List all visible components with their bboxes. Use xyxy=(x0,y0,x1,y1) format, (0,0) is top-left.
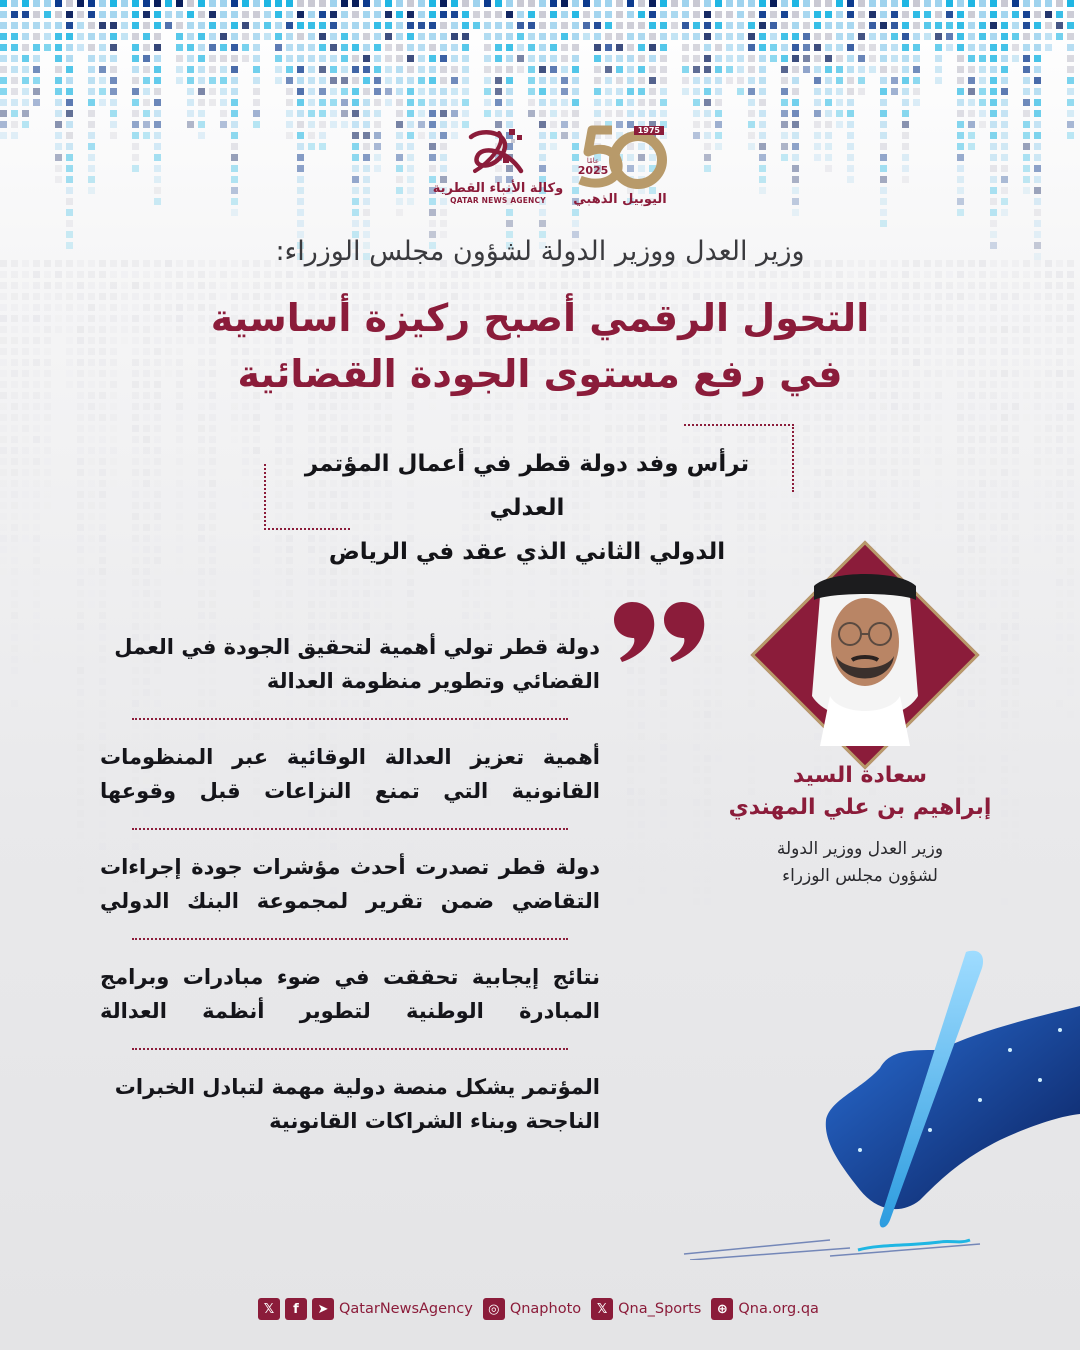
key-point-line: دولة قطر تولي أهمية لتحقيق الجودة في العمل xyxy=(114,635,600,659)
key-point xyxy=(100,1070,600,1138)
key-point-line: المؤتمر يشكل منصة دولية مهمة لتبادل الخبرات xyxy=(114,1075,600,1099)
social-footer xyxy=(258,1294,824,1324)
instagram-icon[interactable]: ◎ xyxy=(483,1298,505,1320)
jubilee-start-year: 1975 xyxy=(634,126,664,135)
key-point-line: أهمية تعزيز العدالة الوقائية عبر المنظومات xyxy=(100,745,600,769)
headline-line-1: التحول الرقمي أصبح ركيزة أساسية xyxy=(210,296,870,340)
jubilee-end-year: 2025 xyxy=(577,164,609,178)
full-name: إبراهيم بن علي المهندي xyxy=(728,795,992,820)
key-point-line: المبادرة الوطنية لتطوير أنظمة العدالة xyxy=(100,999,600,1023)
qna-name-arabic: وكالة الأنباء القطرية xyxy=(432,181,564,196)
dotted-divider xyxy=(132,938,568,940)
qna-emblem-icon xyxy=(463,123,533,179)
golden-jubilee-logo xyxy=(572,122,668,207)
globe-icon[interactable]: ⊕ xyxy=(711,1298,733,1320)
x-icon[interactable]: 𝕏 xyxy=(258,1298,280,1320)
social-handle-link[interactable]: Qna.org.qa xyxy=(738,1301,819,1317)
minister-name xyxy=(720,760,1000,824)
dotted-divider xyxy=(132,1048,568,1050)
jubilee-inner-text xyxy=(576,158,610,178)
telegram-icon[interactable]: ➤ xyxy=(312,1298,334,1320)
social-handle-link[interactable]: Qna_Sports xyxy=(618,1301,702,1317)
social-handle-link[interactable]: Qnaphoto xyxy=(509,1301,582,1317)
lede-line-2: الدولي الثاني الذي عقد في الرياض xyxy=(328,539,726,565)
title-line-1: وزير العدل ووزير الدولة xyxy=(776,839,944,859)
key-point-line: نتائج إيجابية تحققت في ضوء مبادرات وبرامج xyxy=(100,965,600,989)
jubilee-title: اليوبيل الذهبي xyxy=(573,191,667,207)
qna-name-english: QATAR NEWS AGENCY xyxy=(450,196,546,205)
lede-line-1: ترأس وفد دولة قطر في أعمال المؤتمر العدلي xyxy=(304,451,750,521)
key-point xyxy=(100,960,600,1028)
title-line-2: لشؤون مجلس الوزراء xyxy=(782,866,938,886)
key-point-line: القانونية التي تمنع النزاعات قبل وقوعها xyxy=(100,779,600,803)
key-point-line: الناجحة وبناء الشراكات القانونية xyxy=(269,1109,600,1133)
jubilee-years-label: عامًا xyxy=(586,156,600,165)
headline xyxy=(0,290,1080,402)
minister-title xyxy=(740,836,980,890)
honorific: سعادة السيد xyxy=(792,763,928,788)
digital-hand-writing-illustration xyxy=(680,900,1080,1260)
key-points-list xyxy=(100,630,600,1138)
facebook-icon[interactable]: f xyxy=(285,1298,307,1320)
qna-logo xyxy=(432,123,564,205)
logo-block xyxy=(432,114,668,214)
x-icon[interactable]: 𝕏 xyxy=(591,1298,613,1320)
key-point xyxy=(100,850,600,918)
person-photo xyxy=(800,556,930,746)
lede-text xyxy=(274,442,780,574)
key-point-line: القضائي وتطوير منظومة العدالة xyxy=(266,669,600,693)
social-handle-link[interactable]: QatarNewsAgency xyxy=(339,1301,473,1317)
headline-line-2: في رفع مستوى الجودة القضائية xyxy=(237,352,843,396)
lede-box xyxy=(264,424,794,565)
key-point xyxy=(100,740,600,808)
dotted-divider xyxy=(132,718,568,720)
key-point-line: التقاضي ضمن تقرير لمجموعة البنك الدولي xyxy=(100,889,600,913)
closing-quote-icon xyxy=(612,598,712,666)
key-point-line: دولة قطر تصدرت أحدث مؤشرات جودة إجراءات xyxy=(100,855,600,879)
subtitle: وزير العدل ووزير الدولة لشؤون مجلس الوزراء: xyxy=(275,236,805,267)
key-point xyxy=(100,630,600,698)
minister-portrait xyxy=(766,556,964,754)
dotted-divider xyxy=(132,828,568,830)
